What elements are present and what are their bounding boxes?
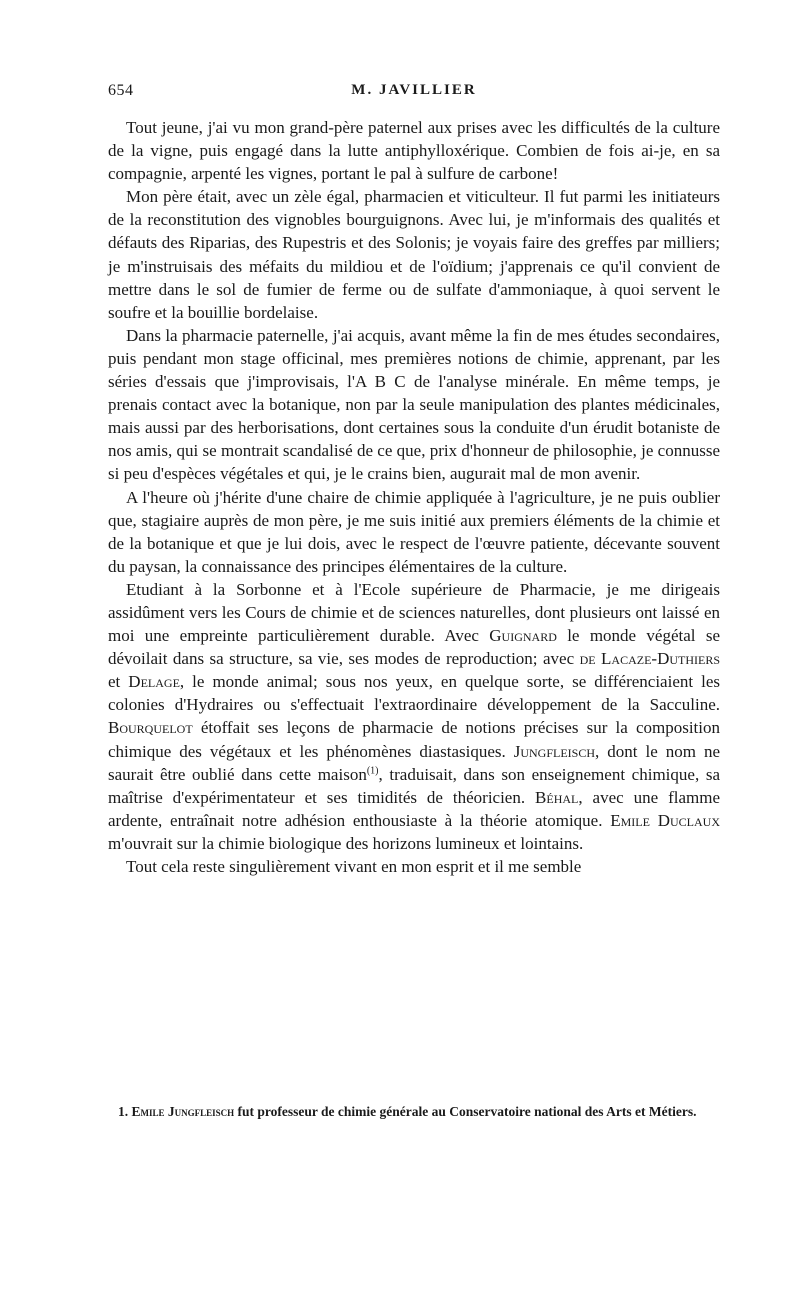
page-header bbox=[108, 82, 720, 104]
paragraph bbox=[108, 855, 720, 878]
text-run: Tout jeune, j'ai vu mon grand-père paternel aux prises avec les difficultés de la culture de la vigne, puis engagé dans la lutte antiphylloxérique. Combien de fois ai-je, en sa compagnie, arpenté les vignes, portant le pal à sulfure de carbone! bbox=[108, 118, 720, 184]
text-run: , le monde animal; sous nos yeux, en quelque sorte, se différenciaient les colonies d'Hydraires ou s'effectuait l'extraordinaire développement de la Sacculine. bbox=[108, 672, 720, 715]
text-run: Tout cela reste singulièrement vivant en mon esprit et il me semble bbox=[126, 857, 582, 876]
footnote-marker: (1) bbox=[366, 764, 379, 776]
person-name: Béhal bbox=[535, 787, 579, 807]
person-name: Guignard bbox=[489, 626, 557, 646]
text-run: Etudiant à la Sorbonne et à l'Ecole supérieure de Pharmacie, je me dirigeais assidûment vers les Cours de chimie et de sciences naturelles, dont plusieurs ont laissé en moi une empreinte particulièrement durable. Avec bbox=[108, 579, 720, 646]
text-run: Mon père était, avec un zèle égal, pharmacien et viticulteur. Il fut parmi les initiateurs de la reconstitution des vignobles bourguignons. Avec lui, je m'informais des qualités et défauts des Riparias, des Rupestris et des Solonis; je voyais faire des greffes par milliers; je m'instruisais des méfaits du mildiou et de l'oïdium; j'apprenais ce qu'il convient de mettre dans le sol de fumier de ferme ou de sulfate d'ammoniaque, à quoi servent le soufre et la bouillie bordelaise. bbox=[108, 187, 720, 322]
paragraph bbox=[108, 116, 720, 185]
person-name: Delage bbox=[128, 672, 180, 692]
text-run: , traduisait, dans son enseignement chimique, sa maîtrise d'expérimentateur et ses timidités de théoricien. bbox=[108, 764, 720, 807]
person-name: de Lacaze-Duthiers bbox=[579, 649, 721, 669]
text-run: fut professeur de chimie générale au Conservatoire national des Arts et Métiers. bbox=[234, 1104, 697, 1119]
text-run: Dans la pharmacie paternelle, j'ai acquis, avant même la fin de mes études secondaires, puis pendant mon stage officinal, mes premières notions de chimie, apprenant, par les séries d'essais que j'improvisais, l'A B C de l'analyse minérale. En même temps, je prenais contact avec la botanique, non par la seule manipulation des plantes médicinales, mais aussi par des herborisations, dont certaines sous la conduite d'un érudit botaniste de nos amis, qui se montrait scandalisé de ce que, prix d'honneur de philosophie, je connusse si peu d'espèces végétales et qui, je le crains bien, augurait mal de mon avenir. bbox=[108, 325, 720, 484]
text-run: m'ouvrait sur la chimie biologique des horizons lumineux et lointains. bbox=[108, 833, 584, 853]
text-run: 1. bbox=[118, 1104, 132, 1119]
text-run: le monde végétal se dévoilait dans sa structure, sa vie, ses modes de reproduction; avec bbox=[108, 626, 720, 669]
person-name: Bourquelot bbox=[108, 718, 193, 738]
footnote bbox=[108, 1102, 720, 1122]
text-run: , dont le nom ne saurait être oublié dans cette maison bbox=[108, 741, 720, 784]
person-name: Jungfleisch bbox=[513, 741, 596, 761]
paragraph bbox=[108, 486, 720, 578]
text-run: et bbox=[108, 672, 129, 692]
page-number: 654 bbox=[108, 82, 134, 99]
running-head: M. JAVILLIER bbox=[351, 82, 477, 98]
text-run: A l'heure où j'hérite d'une chaire de chimie appliquée à l'agriculture, je ne puis oublier que, stagiaire auprès de mon père, je me suis initié aux premiers éléments de la chimie et de la botanique et que je lui dois, avec le respect de l'œuvre patiente, décevante souvent du paysan, la connaissance des principes élémentaires de la culture. bbox=[108, 487, 720, 576]
paragraph bbox=[108, 578, 720, 855]
text-run: , avec une flamme ardente, entraînait notre adhésion enthousiaste à la théorie atomique. bbox=[108, 787, 720, 830]
paragraph bbox=[108, 324, 720, 486]
paragraph bbox=[108, 185, 720, 324]
text-run: étoffait ses leçons de pharmacie de notions précises sur la composition chimique des végétaux et les phénomènes diastasiques. bbox=[108, 718, 720, 761]
person-name: Emile Jungfleisch bbox=[131, 1104, 235, 1119]
body-text bbox=[108, 116, 720, 878]
person-name: Emile Duclaux bbox=[610, 810, 720, 830]
